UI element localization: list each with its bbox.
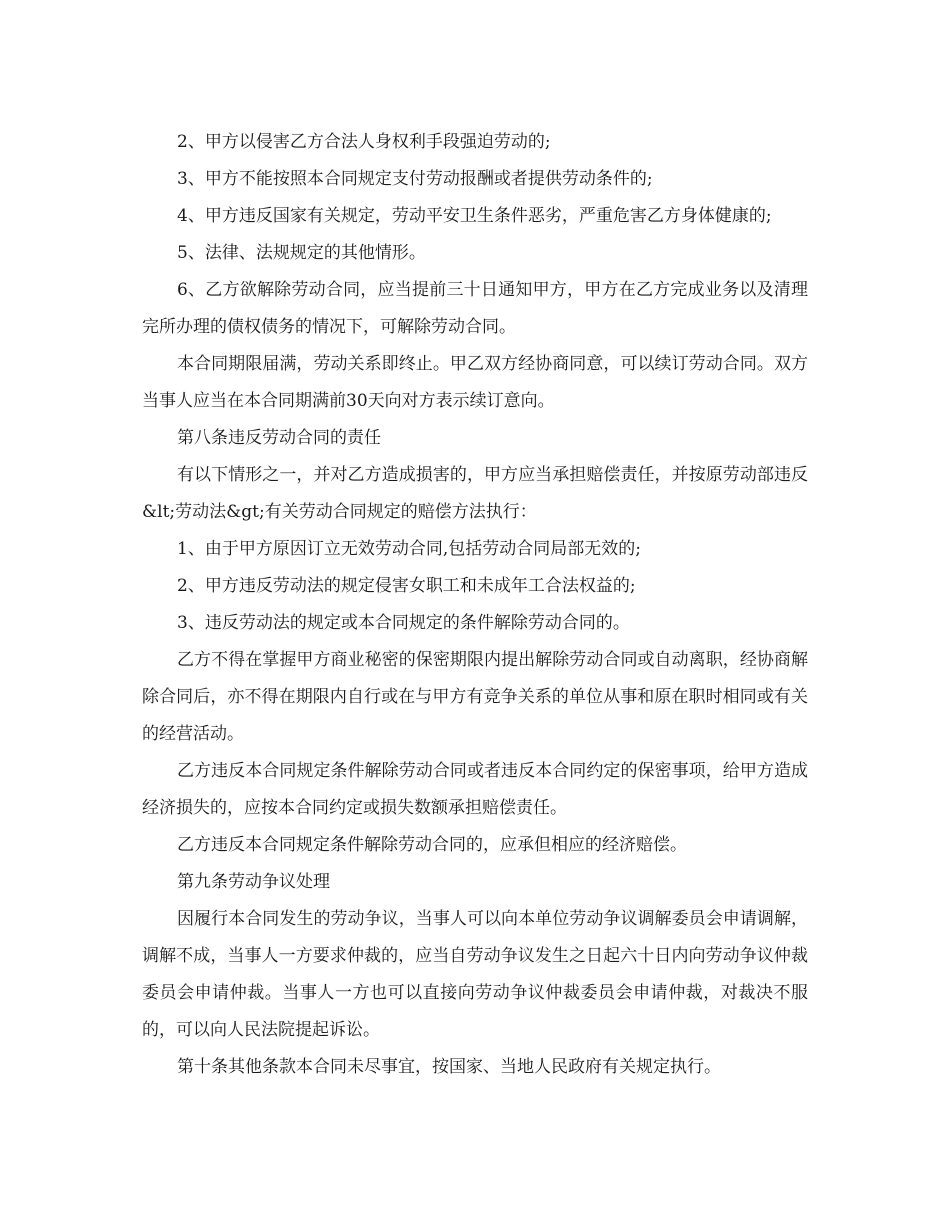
clause-item-6: 6、乙方欲解除劳动合同，应当提前三十日通知甲方，甲方在乙方完成业务以及清理完所办理的债权债务的情况下，可解除劳动合同。 [142, 280, 808, 337]
liability-item-3: 3、违反劳动法的规定或本合同规定的条件解除劳动合同的。 [177, 613, 630, 633]
liability-item-2: 2、甲方违反劳动法的规定侵害女职工和未成年工合法权益的; [177, 576, 636, 596]
article-8-heading: 第八条违反劳动合同的责任 [177, 428, 381, 448]
article-9-heading: 第九条劳动争议处理 [177, 872, 330, 892]
contract-renewal-paragraph: 本合同期限届满，劳动关系即终止。甲乙双方经协商同意，可以续订劳动合同。双方当事人应当在本合同期满前30天向对方表示续订意向。 [142, 354, 808, 411]
document-body [142, 124, 808, 1086]
dispute-resolution-paragraph: 因履行本合同发生的劳动争议，当事人可以向本单位劳动争议调解委员会申请调解，调解不成，当事人一方要求仲裁的，应当自劳动争议发生之日起六十日内向劳动争议仲裁委员会申请仲裁。当事人一方也可以直接向劳动争议仲裁委员会申请仲裁，对裁决不服的，可以向人民法院提起诉讼。 [142, 909, 808, 1040]
clause-item-4: 4、甲方违反国家有关规定，劳动平安卫生条件恶劣，严重危害乙方身体健康的; [177, 206, 772, 226]
breach-compensation-paragraph: 乙方违反本合同规定条件解除劳动合同或者违反本合同约定的保密事项，给甲方造成经济损失的，应按本合同约定或损失数额承担赔偿责任。 [142, 761, 808, 818]
liability-item-1: 1、由于甲方原因订立无效劳动合同,包括劳动合同局部无效的; [177, 539, 641, 559]
article-10-paragraph: 第十条其他条款本合同未尽事宜，按国家、当地人民政府有关规定执行。 [177, 1057, 721, 1077]
confidentiality-paragraph: 乙方不得在掌握甲方商业秘密的保密期限内提出解除劳动合同或自动离职，经协商解除合同后，亦不得在期限内自行或在与甲方有竞争关系的单位从事和原在职时相同或有关的经营活动。 [142, 650, 808, 744]
clause-item-5: 5、法律、法规规定的其他情形。 [177, 243, 426, 263]
clause-item-3: 3、甲方不能按照本合同规定支付劳动报酬或者提供劳动条件的; [177, 169, 653, 189]
liability-intro-paragraph: 有以下情形之一，并对乙方造成损害的，甲方应当承担赔偿责任，并按原劳动部违反&lt;劳动法&gt;有关劳动合同规定的赔偿方法执行： [142, 465, 808, 522]
economic-compensation-paragraph: 乙方违反本合同规定条件解除劳动合同的，应承但相应的经济赔偿。 [177, 835, 687, 855]
clause-item-2: 2、甲方以侵害乙方合法人身权利手段强迫劳动的; [177, 132, 551, 152]
